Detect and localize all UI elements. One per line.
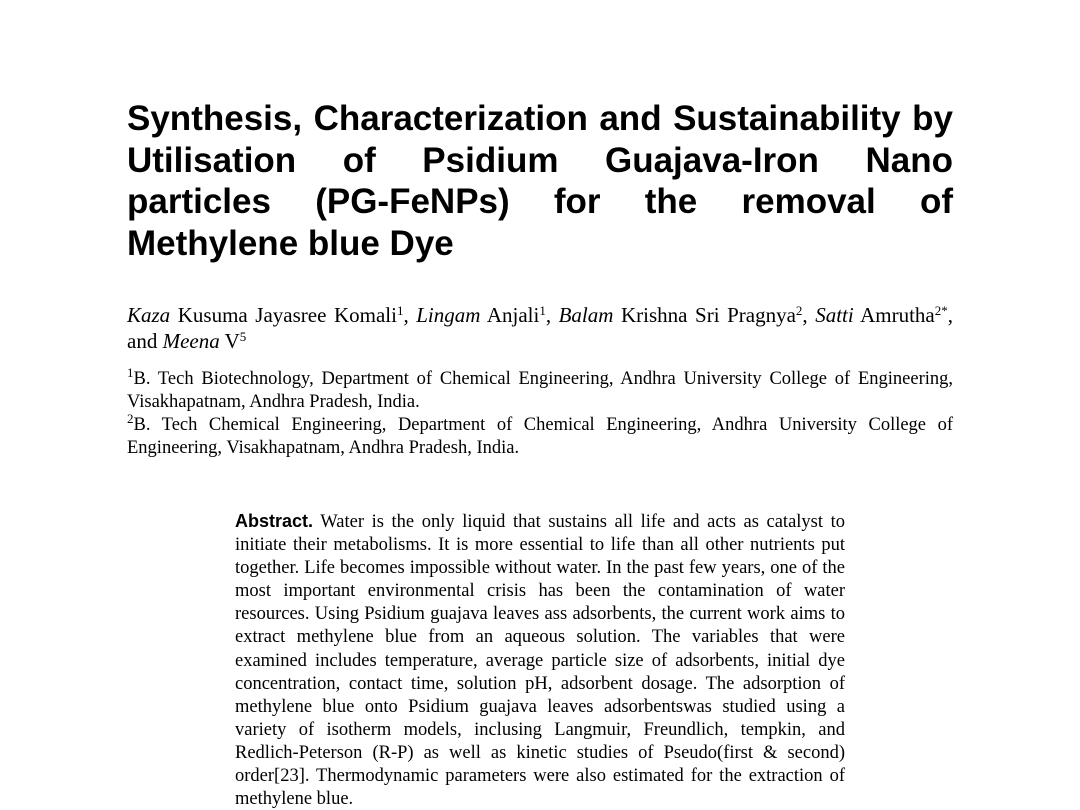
affiliation-number: 1	[127, 365, 134, 380]
affiliation-text: B. Tech Chemical Engineering, Department of Chemical Engineering, Andhra University College of Engineering, Visakhapatnam, Andhra Pradesh, India.	[127, 415, 953, 458]
author-given-name: Kusuma Jayasree Komali	[177, 303, 397, 327]
affiliation-text: B. Tech Biotechnology, Department of Chemical Engineering, Andhra University College of Engineering, Visakhapatnam, Andhra Pradesh, India.	[127, 369, 953, 412]
author-given-name: Anjali	[486, 303, 540, 327]
affiliation-number: 2	[127, 411, 134, 426]
abstract	[235, 510, 845, 810]
author-surname: Meena	[162, 329, 220, 353]
author-affiliation-mark: 1	[396, 303, 404, 318]
author-separator: ,	[802, 303, 816, 327]
author-separator: ,	[545, 303, 559, 327]
author-entry	[127, 303, 416, 327]
author-surname: Kaza	[127, 303, 171, 327]
affiliation-list	[127, 365, 953, 460]
author-given-name: Krishna Sri Pragnya	[620, 303, 796, 327]
author-entry	[559, 303, 816, 327]
author-entry	[416, 303, 558, 327]
author-surname: Lingam	[416, 303, 481, 327]
author-surname: Satti	[815, 303, 854, 327]
author-given-name: V	[224, 329, 240, 353]
affiliation-item	[127, 365, 953, 414]
author-separator: ,	[403, 303, 417, 327]
author-list	[127, 302, 953, 354]
paper-title: Synthesis, Characterization and Sustainability by Utilisation of Psidium Guajava-Iron Nano particles (PG-FeNPs) for the removal of Methylene blue Dye	[127, 99, 953, 263]
abstract-text: Water is the only liquid that sustains all life and acts as catalyst to initiate their metabolisms. It is more essential to life than all other nutrients put together. Life becomes impossible without water. In the past few years, one of the most important environmental crisis has been the contamination of water resources. Using Psidium guajava leaves ass adsorbents, the current work aims to extract methylene blue from an aqueous solution. The variables that were examined includes temperature, average particle size of adsorbents, initial dye concentration, contact time, solution pH, adsorbent dosage. The adsorption of methylene blue onto Psidium guajava leaves adsorbentswas studied using a variety of isotherm models, inclusing Langmuir, Freundlich, tempkin, and Redlich-Peterson (R-P) as well as kinetic studies of Pseudo(first & second) order[23]. Thermodynamic parameters were also estimated for the extraction of methylene blue.	[235, 512, 845, 810]
author-given-name: Amrutha	[860, 303, 935, 327]
abstract-label: Abstract.	[235, 511, 314, 531]
author-affiliation-mark: 1	[539, 303, 546, 318]
author-separator: , and	[127, 303, 953, 353]
author-entry	[163, 329, 247, 353]
author-affiliation-mark: 2*	[934, 303, 948, 318]
author-affiliation-mark: 5	[239, 329, 247, 344]
affiliation-item	[127, 411, 953, 460]
author-surname: Balam	[558, 303, 614, 327]
author-affiliation-mark: 2	[795, 303, 803, 318]
